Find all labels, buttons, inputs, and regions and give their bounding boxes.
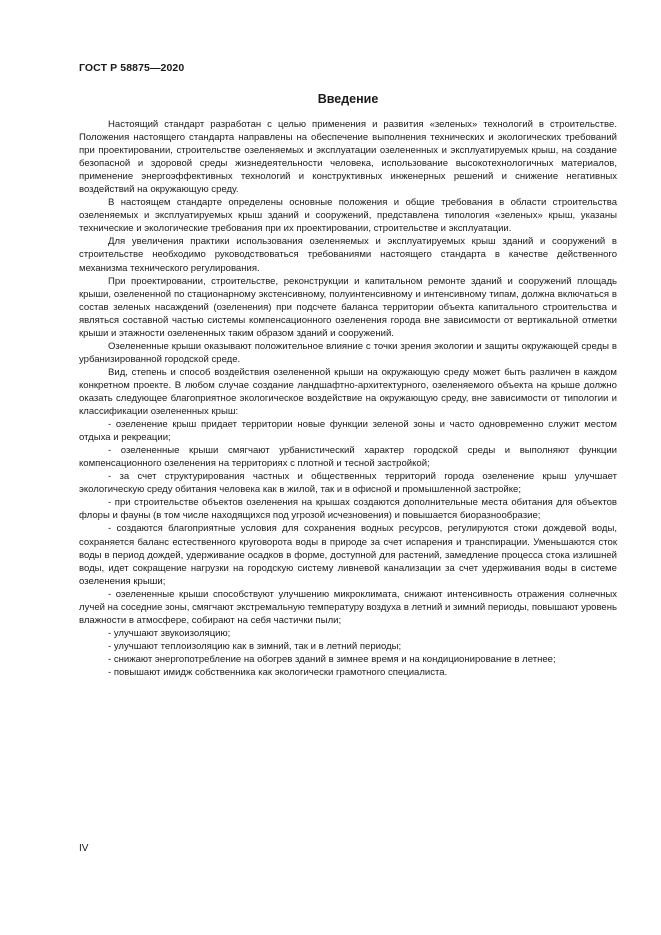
list-item: - озеленение крыш придает территории новые функции зеленой зоны и часто одновременно служит местом отдыха и рекреации; — [79, 419, 617, 444]
section-title: Введение — [317, 92, 379, 106]
list-item: - озелененные крыши способствуют улучшению микроклимата, снижают интенсивность отражения солнечных лучей на соседние зоны, смягчают экстремальную температуру воздуха в летний и зимний периоды, повышают уровень влажности в атмосфере, собирают на себя частички пыли; — [79, 588, 617, 626]
list-item: - при строительстве объектов озеленения на крышах создаются дополнительные места обитания для объектов флоры и фауны (в том числе находящихся под угрозой исчезновения) и повышается биоразнообразие; — [79, 497, 617, 522]
list-item: - улучшают звукоизоляцию; — [108, 627, 231, 639]
list-item: - улучшают теплоизоляцию как в зимний, так и в летний периоды; — [108, 640, 402, 652]
list-item: - снижают энергопотребление на обогрев зданий в зимнее время и на кондиционирование в летнее; — [108, 653, 556, 665]
paragraph: Настоящий стандарт разработан с целью применения и развития «зеленых» технологий в строительстве. Положения настоящего стандарта направлены на обеспечение выполнения технических и экологических требований при проектировании, строительстве озеленяемых и эксплуатации озелененных и эксплуатируемых крыш, на создание безопасной и здоровой среды жизнедеятельности человека, использование высокотехнологичных материалов, применение энергоэффективных технологий и конструктивных инженерных решений и снижение негативных воздействий на окружающую среду. — [79, 119, 617, 196]
paragraph: Озелененные крыши оказывают положительное влияние с точки зрения экологии и защиты окружающей среды в урбанизированной городской среде. — [79, 340, 617, 365]
paragraph: При проектировании, строительстве, реконструкции и капитальном ремонте зданий и сооружений площадь крыши, озелененной по стационарному экстенсивному, полуинтенсивному и интенсивному типам, должна включаться в состав зеленых насаждений (озеленения) при подсчете баланса территории объекта капитального строительства и являться составной частью системы компенсационного озеленения города вне зависимости от вертикальной отметки крыши и этажности озелененных таким образом зданий и сооружений. — [79, 275, 617, 339]
page-number: IV — [79, 843, 89, 854]
list-item: - за счет структурирования частных и общественных территорий города озеленение крыш улучшает экологическую среду обитания человека как в жилой, так и в офисной и промышленной застройке; — [79, 471, 617, 496]
paragraph: В настоящем стандарте определены основные положения и общие требования в области строительства озеленяемых и эксплуатируемых крыш зданий и сооружений, представлена типология «зеленых» крыш, указаны технические и экологические требования при их проектировании, строительстве и эксплуатации. — [79, 197, 617, 235]
body-text — [79, 118, 617, 679]
document-header: ГОСТ Р 58875—2020 — [79, 62, 185, 74]
list-item: - повышают имидж собственника как экологически грамотного специалиста. — [108, 666, 448, 678]
paragraph: Вид, степень и способ воздействия озелененной крыши на окружающую среду может быть различен в каждом конкретном проекте. В любом случае создание ландшафтно-архитектурного, озеленяемого объекта на крыше должно оказать следующее благоприятное экологическое воздействие на окружающую среду, вне зависимости от типологии и классификации озелененных крыш: — [79, 366, 617, 418]
list-item: - озелененные крыши смягчают урбанистический характер городской среды и выполняют функции компенсационного озеленения на территориях с плотной и тесной застройкой; — [79, 445, 617, 470]
paragraph: Для увеличения практики использования озеленяемых и эксплуатируемых крыш зданий и сооружений в строительстве необходимо руководствоваться требованиями настоящего стандарта в качестве действенного механизма технического регулирования. — [79, 236, 617, 274]
list-item: - создаются благоприятные условия для сохранения водных ресурсов, регулируются стоки дождевой воды, сохраняется баланс естественного круговорота воды в природе за счет испарения и транспирации. Уменьшаются сток воды в период дождей, удерживание осадков в форме, доступной для растений, замедление процесса стока излишней воды, идет сокращение нагрузки на городскую систему ливневой канализации за счет удерживания воды в системе озеленения крыши; — [79, 523, 617, 587]
